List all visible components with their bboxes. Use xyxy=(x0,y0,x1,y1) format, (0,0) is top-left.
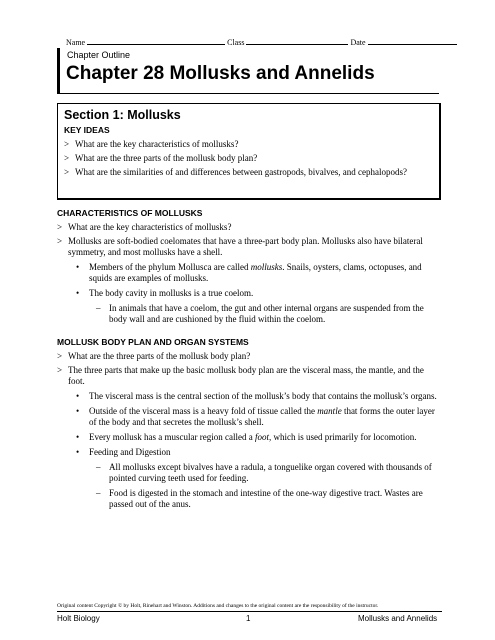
date-blank[interactable] xyxy=(368,36,457,45)
date-label: Date xyxy=(350,38,366,47)
key-idea-item: > What are the similarities of and differences between gastropods, bivalves, and cephalopods? xyxy=(64,167,407,177)
bullet-item: • Every mollusk has a muscular region called a foot, which is used primarily for locomotion. xyxy=(76,432,417,442)
outline-point: > What are the key characteristics of mollusks? xyxy=(57,222,232,232)
section-title: Section 1: Mollusks xyxy=(64,108,181,122)
chapter-title: Chapter 28 Mollusks and Annelids xyxy=(66,63,375,84)
bullet-item: • Feeding and Digestion xyxy=(76,447,171,457)
key-idea-item: > What are the key characteristics of mollusks? xyxy=(64,139,239,149)
footer-divider xyxy=(57,611,442,612)
bullet-item: • The body cavity in mollusks is a true coelom. xyxy=(76,288,254,298)
section-heading-characteristics: CHARACTERISTICS OF MOLLUSKS xyxy=(57,208,203,218)
dash-item: – In animals that have a coelom, the gut and other internal organs are suspended from the body wall and are cushioned by the fluid within the coelom. xyxy=(96,303,424,324)
title-divider xyxy=(57,93,439,94)
bullet-item: • The visceral mass is the central section of the mollusk’s body that contains the mollusk’s organs. xyxy=(76,391,437,401)
outline-point: > What are the three parts of the mollusk body plan? xyxy=(57,351,251,361)
key-idea-item: > What are the three parts of the mollusk body plan? xyxy=(64,153,258,163)
bullet-item: • Members of the phylum Mollusca are called mollusks. Snails, oysters, clams, octopuses, and squids are examples of mollusks. xyxy=(76,262,422,283)
dash-item: – Food is digested in the stomach and intestine of the one-way digestive tract. Wastes are passed out of the anus. xyxy=(96,488,423,509)
footer-chapter-title: Mollusks and Annelids xyxy=(358,614,438,623)
name-label: Name xyxy=(66,38,86,47)
chapter-header xyxy=(57,48,442,94)
footer-book-title: Holt Biology xyxy=(57,614,100,623)
key-ideas-box xyxy=(57,103,441,200)
bullet-item: • Outside of the visceral mass is a heavy fold of tissue called the mantle that forms the outer layer of the body and that secretes the mollusk’s shell. xyxy=(76,406,435,427)
term-mollusks: mollusks xyxy=(250,262,283,272)
section-heading-body-plan: MOLLUSK BODY PLAN AND ORGAN SYSTEMS xyxy=(57,337,249,347)
term-foot: foot, xyxy=(254,432,272,442)
page-number: 1 xyxy=(246,614,251,623)
outline-point: > The three parts that make up the basic mollusk body plan are the visceral mass, the mantle, and the foot. xyxy=(57,365,424,386)
chapter-outline-label: Chapter Outline xyxy=(67,50,131,60)
dash-item: – All mollusks except bivalves have a radula, a tonguelike organ covered with thousands of pointed curving teeth used for feeding. xyxy=(96,462,432,483)
copyright-notice: Original content Copyright © by Holt, Rinehart and Winston. Additions and changes to the original content are the responsibility of the instructor. xyxy=(57,603,379,609)
student-info-line xyxy=(66,36,436,47)
term-mantle: mantle xyxy=(317,406,342,416)
name-blank[interactable] xyxy=(87,36,225,45)
key-ideas-heading: KEY IDEAS xyxy=(64,125,110,135)
outline-point: > Mollusks are soft-bodied coelomates that have a three-part body plan. Mollusks also have bilateral symmetry, and most mollusks have a shell. xyxy=(57,236,423,257)
class-label: Class xyxy=(227,38,245,47)
class-blank[interactable] xyxy=(246,36,348,45)
outline-body xyxy=(57,208,442,510)
